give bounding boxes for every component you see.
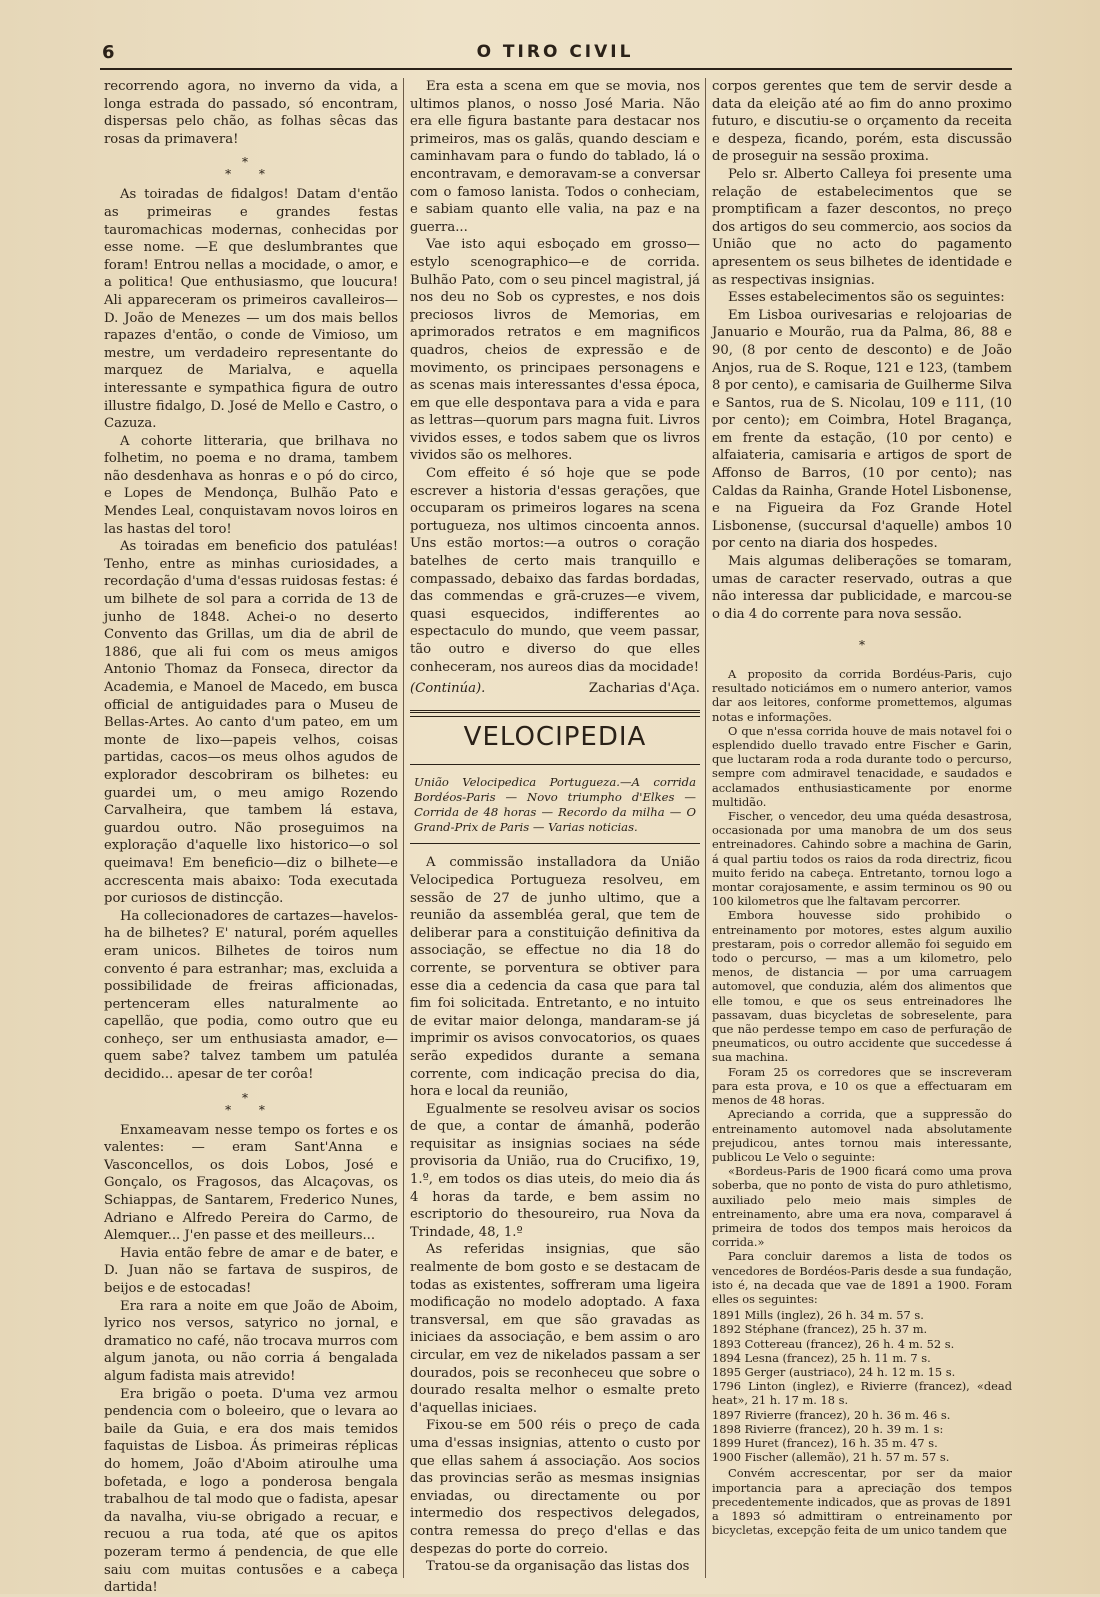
paragraph: Foram 25 os corredores que se inscreveram para esta prova, e 10 os que a effectuaram em menos de 48 horas. <box>712 1064 1012 1108</box>
paragraph: Vae isto aqui esboçado em grosso—estylo scenographico—e de corrida. Bulhão Pato, com o seu pincel magistral, já nos deu no Sob os cyprestes, e nos dois preciosos livros de Memorias, em aprimorados retratos e em magnificos quadros, cheios de expressão e de movimento, os principaes personagens e as scenas mais interessantes d'essa época, em que elle despontava para a vida e para as lettras—quorum pars magna fuit. Livros vividos esses, e todos sabem que os livros vividos são os melhores. <box>410 237 700 464</box>
column-3 <box>712 78 1012 1578</box>
section-ornament <box>104 156 398 180</box>
list-item: 1894 Lesna (francez), 25 h. 11 m. 7 s. <box>712 1350 931 1365</box>
paragraph: A commissão installadora da União Velocipedica Portugueza resolveu, em sessão de 27 de junho ultimo, que a reunião da assembléa geral, que tem de deliberar para a constituição definitiva da associação, se effectue no dia 18 do corrente, se porventura se obtiver para esse dia a cedencia da casa que para tal fim foi solicitada. Entretanto, e no intuito de evitar maior delonga, mandaram-se já imprimir os avisos convocatorios, os quaes serão expedidos durante a semana corrente, com indicação precisa do dia, hora e local da reunião, <box>410 855 700 1100</box>
paragraph: Enxameavam nesse tempo os fortes e os valentes: — eram Sant'Anna e Vasconcellos, os dois Lobos, José e Gonçalo, os Fragosos, das Alcaçovas, os Schiappas, de Santarem, Frederico Nunes, Adriano e Alfredo Pereira do Carmo, de Alemquer... J'en passe et des meilleurs... <box>104 1122 398 1244</box>
paragraph: Era rara a noite em que João de Aboim, lyrico nos versos, satyrico no jornal, e dramatico no café, não trocava murros com algum janota, ou não corria á bengalada algum fadista mais atrevido! <box>104 1298 398 1384</box>
paragraph: As toiradas de fidalgos! Datam d'então as primeiras e grandes festas tauromachicas modernas, conhecidas por esse nome. —E que deslumbrantes que foram! Entrou nellas a mocidade, o amor, e a politica! Que enthusiasmo, que loucura! Ali appareceram os primeiros cavalleiros—D. João de Menezes — um dos mais bellos rapazes d'então, o conde de Vimioso, um mestre, um verdadeiro representante do marquez de Marialva, e aquella interessante e sympathica figura de outro illustre fidalgo, D. José de Mello e Castro, o Cazuza. <box>104 187 398 432</box>
section-ornament <box>104 1092 398 1116</box>
author-name: Zacharias d'Aça. <box>588 681 700 697</box>
paragraph: Em Lisboa ourivesarias e relojoarias de Januario e Mourão, rua da Palma, 86, 88 e 90, (8 por cento de desconto) e de João Anjos, rua de S. Roque, 121 e 123, (tambem 8 por cento), e camisaria de Guilherme Silva e Santos, rua de S. Nicolau, 109 e 111, (10 por cento); em Coimbra, Hotel Bragança, em frente da estação, (10 por cento) e alfaiateria, camisaria e artigos de sport de Affonso de Barros, (10 por cento); nas Caldas da Rainha, Grande Hotel Lisbonense, e na Figueira da Foz Grande Hotel Lisbonense, (succursal d'aquelle) ambos 10 por cento na diaria dos hospedes. <box>712 307 1012 552</box>
article-signature <box>410 680 700 698</box>
paragraph: As referidas insignias, que são realmente de bom gosto e se destacam de todas as existentes, soffreram uma ligeira modificação no modelo adoptado. A faxa transversal, em que são gravadas as iniciaes da associação, e bem assim o aro circular, em vez de nikelados passam a ser dourados, pois se reconheceu que sobre o dourado resalta melhor o esmalte preto d'aquellas iniciaes. <box>410 1242 700 1416</box>
list-item: 1796 Linton (inglez), e Rivierre (francez), «dead heat», 21 h. 17 m. 18 s. <box>712 1379 1012 1408</box>
list-item: 1899 Huret (francez), 16 h. 35 m. 47 s. <box>712 1435 938 1450</box>
paragraph: Era esta a scena em que se movia, nos ultimos planos, o nosso José Maria. Não era elle figura bastante para destacar nos primeiros, mas os galãs, quando desciam e caminhavam para o fundo do tablado, lá o encontravam, e demoravam-se a conversar com o famoso lanista. Todos o conheciam, e sabiam quanto elle valia, na paz e na guerra... <box>410 79 700 235</box>
paragraph: corpos gerentes que tem de servir desde a data da eleição até ao fim do anno proximo futuro, e discutiu-se o orçamento da receita e despeza, ficando, porém, esta discussão de proseguir na sessão proxima. <box>712 79 1012 165</box>
list-item: 1898 Rivierre (francez), 20 h. 39 m. 1 s: <box>712 1421 944 1436</box>
list-item: 1895 Gerger (austriaco), 24 h. 12 m. 15 s. <box>712 1364 956 1379</box>
section-summary: União Velocipedica Portugueza.—A corrida Bordéos-Paris — Novo triumpho d'Elkes — Corrida de 48 horas — Recordo da milha — O Grand-Prix de Paris — Varias noticias. <box>410 764 700 844</box>
ornament-star: * <box>859 638 865 653</box>
paragraph: A cohorte litteraria, que brilhava no folhetim, no poema e no drama, tambem não desdenhava as honras e o pó do circo, e Lopes de Mendonça, Bulhão Pato e Mendes Leal, conquistavam novos loiros en las hastas del toro! <box>104 433 398 537</box>
page-header <box>100 38 1010 68</box>
column-1 <box>104 78 398 1596</box>
paragraph: Com effeito é só hoje que se pode escrever a historia d'essas gerações, que occuparam os primeiros logares na scena portugueza, nos ultimos cincoenta annos. Uns estão mortos:—a outros o coração batelhes de certo mais tranquillo e compassado, debaixo das fardas bordadas, das commendas e grã-cruzes—e vivem, quasi esquecidos, indifferentes ao espectaculo do mundo, que veem passar, tão outro e diverso do que elles conheceram, nos aureos dias da mocidade! <box>410 466 700 675</box>
paragraph: Fischer, o vencedor, deu uma quéda desastrosa, occasionada por uma manobra de um dos seus entreinadores. Cahindo sobre a machina de Garin, á qual partiu todos os raios da roda directriz, ficou muito ferido na cabeça. Entretanto, tornou logo a montar corajosamente, e assim terminou os 90 ou 100 kilometros que lhe faltavam percorrer. <box>712 809 1012 909</box>
paragraph: Tratou-se da organisação das listas dos <box>426 1559 690 1575</box>
ornament-star: * <box>242 1090 260 1105</box>
header-rule <box>100 68 1012 70</box>
list-item: 1900 Fischer (allemão), 21 h. 57 m. 57 s. <box>712 1450 950 1465</box>
list-item: 1893 Cottereau (francez), 26 h. 4 m. 52 s. <box>712 1336 955 1351</box>
list-item: 1891 Mills (inglez), 26 h. 34 m. 57 s. <box>712 1308 924 1323</box>
quote-paragraph: «Bordeus-Paris de 1900 ficará como uma prova soberba, que no ponto de vista do puro athletismo, auxiliado pelo meio mais simples de entreinamento, abre uma era nova, comparavel á primeira de todos dos tempos mais heroicos da corrida.» <box>712 1164 1012 1250</box>
winners-list <box>712 1308 1012 1464</box>
section-title: VELOCIPEDIA <box>463 721 647 752</box>
paragraph: A proposito da corrida Bordéus-Paris, cujo resultado noticiámos em o numero anterior, vamos dar aos leitores, conforme promettemos, algumas notas e informações. <box>712 667 1012 724</box>
ornament-star: * <box>242 155 260 170</box>
paragraph: As toiradas em beneficio dos patuléas! Tenho, entre as minhas curiosidades, a recordação d'uma d'essas ruidosas festas: é um bilhete de sol para a corrida de 13 de junho de 1848. Achei-o no deserto Convento das Grillas, um dia de abril de 1886, que ali fui com os meus amigos Antonio Thomaz da Fonseca, director da Academia, e Manoel de Macedo, em busca official de antiguidades para o Museu de Bellas-Artes. Ao canto d'um pateo, em um monte de lixo—papeis velhos, coisas partidas, cacos—os meus olhos agudos de explorador descobriram os bilhetes: eu guardei um, o meu amigo Rozendo Carvalheira, que tambem lá estava, guardou outro. Não proseguimos na exploração d'aquelle lixo historico—o sol queimava! Em beneficio—diz o bilhete—e accrescenta mais abaixo: Toda executada por curiosos de distincção. <box>104 539 398 907</box>
column-2 <box>410 78 700 1578</box>
masthead-title: O TIRO CIVIL <box>476 42 634 62</box>
list-item: 1897 Rivierre (francez), 20 h. 36 m. 46 s. <box>712 1407 951 1422</box>
paragraph: recorrendo agora, no inverno da vida, a longa estrada do passado, só encontram, dispersas pelo chão, as folhas sêcas das rosas da primavera! <box>104 79 398 147</box>
paragraph: Para concluir daremos a lista de todos os vencedores de Bordéos-Paris desde a sua fundação, isto é, na decada que vae de 1891 a 1900. Foram elles os seguintes: <box>712 1249 1012 1306</box>
column-divider <box>403 78 404 1578</box>
paragraph: Mais algumas deliberações se tomaram, umas de caracter reservado, outras a que não interessa dar publicidade, e marcou-se o dia 4 do corrente para nova sessão. <box>712 554 1012 622</box>
page-number: 6 <box>102 42 115 63</box>
paragraph: Apreciando a corrida, que a suppressão do entreinamento automovel nada absolutamente prejudicou, antes tornou mais interessante, publicou Le Velo o seguinte: <box>712 1107 1012 1164</box>
paragraph: Era brigão o poeta. D'uma vez armou pendencia com o boleeiro, que o levara ao baile da Guia, e era dos mais temidos faquistas de Lisboa. Ás primeiras réplicas do homem, João d'Aboim atiroulhe uma bofetada, e logo a ponderosa bengala trabalhou de tal modo que o fadista, apesar da navalha, viu-se obrigado a recuar, e recuou a rua toda, até que os apitos pozeram termo á pendencia, de que elle saiu com muitas contusões e a cabeça dartida! <box>104 1386 398 1596</box>
ornament-stars: * * <box>225 167 277 182</box>
small-print-section <box>712 667 1012 1537</box>
paragraph: Pelo sr. Alberto Calleya foi presente uma relação de estabelecimentos que se promptificam a fazer descontos, no preço dos artigos do seu commercio, aos socios da União que no acto do pagamento apresentem os seus bilhetes de identidade e as respectivas insignias. <box>712 166 1012 288</box>
section-rule <box>410 710 700 717</box>
paragraph: Egualmente se resolveu avisar os socios de que, a contar de ámanhã, poderão requisitar as insignias sociaes na séde provisoria da União, rua do Crucifixo, 19, 1.º, em todos os dias uteis, do meio dia ás 4 horas da tarde, e bem assim no escriptorio do thesoureiro, rua Nova da Trindade, 48, 1.º <box>410 1101 700 1240</box>
paragraph: Esses estabelecimentos são os seguintes: <box>728 290 1005 306</box>
list-item: 1892 Stéphane (francez), 25 h. 37 m. <box>712 1322 928 1337</box>
paragraph: Embora houvesse sido prohibido o entreinamento por motores, estes algum auxilio prestaram, pois o corredor allemão foi seguido em todo o percurso, — mas a um kilometro, pelo menos, de distancia — por uma carruagem automovel, que conduzia, além dos alimentos que elle tomou, e que os seus entreinadores lhe passavam, duas bicycletas de sobreselente, para que não perdesse tempo em caso de perfuração de pneumaticos, ou outro accidente que succedesse á sua machina. <box>712 908 1012 1065</box>
ornament-stars: * * <box>225 1102 277 1117</box>
paragraph: Convém accrescentar, por ser da maior importancia para a apreciação dos tempos precedentemente indicados, que as provas de 1891 a 1893 só admittiram o entreinamento por bicycletas, excepção feita de um unico tandem que <box>712 1466 1012 1538</box>
paragraph: Ha collecionadores de cartazes—havelos-ha de bilhetes? E' natural, porém aquelles eram unicos. Bilhetes de toiros num convento é para estranhar; mas, excluida a possibilidade de freiras afficionadas, pertenceram elles naturalmente ao capellão, que podia, como outro que eu conheço, ser um enthusiasta amador, e—quem sabe? talvez tambem um patuléa decidido... apesar de ter corôa! <box>104 908 398 1083</box>
paragraph: Fixou-se em 500 réis o preço de cada uma d'essas insignias, attento o custo por que ellas sahem á associação. Aos socios das provincias serão as mesmas insignias enviadas, ou directamente ou por intermedio dos respectivos delegados, contra remessa do preço d'ellas e das despezas do porte do correio. <box>410 1418 700 1557</box>
column-divider <box>705 78 706 1578</box>
continued-note: (Continúa). <box>410 681 486 697</box>
paragraph: Havia então febre de amar e de bater, e D. Juan não se fartava de suspiros, de beijos e de estocadas! <box>104 1245 398 1296</box>
paragraph: O que n'essa corrida houve de mais notavel foi o esplendido duello travado entre Fischer e Garin, que luctaram roda a roda durante todo o percurso, sempre com admiravel tenacidade, e saudados e acclamados enthusiasticamente por enorme multidão. <box>712 723 1012 809</box>
